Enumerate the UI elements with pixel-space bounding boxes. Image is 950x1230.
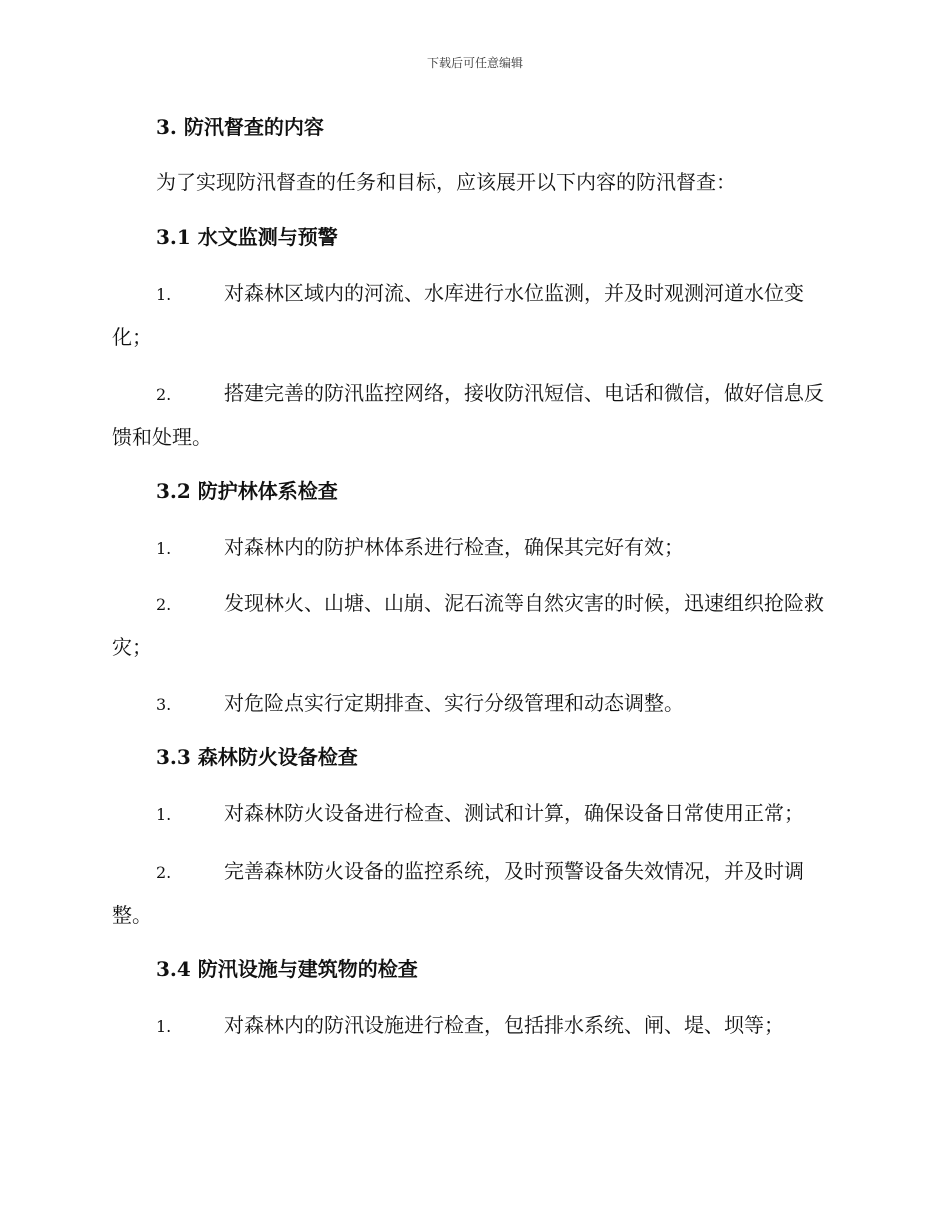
page-header: 下载后可任意编辑 [426, 56, 523, 70]
list-item-text: 对森林区域内的河流、水库进行水位监测，并及时观测河道水位变化； [112, 281, 804, 349]
list-item-number: 1. [156, 805, 172, 824]
list-item [112, 582, 834, 668]
list-item [112, 792, 834, 836]
list-item [112, 1004, 834, 1048]
list-item [112, 526, 834, 570]
list-item-number: 1. [156, 539, 172, 558]
list-item [112, 372, 834, 458]
list-item [112, 850, 834, 936]
subsection-heading: 3.4 防汛设施与建筑物的检查 [156, 957, 418, 981]
document-body [112, 108, 834, 1060]
list-item-text: 发现林火、山塘、山崩、泥石流等自然灾害的时候，迅速组织抢险救灾； [112, 591, 824, 659]
list-item-text: 对森林防火设备进行检查、测试和计算，确保设备日常使用正常； [224, 801, 804, 825]
list-item-text: 完善森林防火设备的监控系统，及时预警设备失效情况，并及时调整。 [112, 859, 804, 927]
list-item-text: 对危险点实行定期排查、实行分级管理和动态调整。 [224, 691, 684, 715]
list-item-number: 1. [156, 1017, 172, 1036]
list-item [112, 682, 834, 726]
list-item-number: 2. [156, 595, 172, 614]
list-item-text: 对森林内的防汛设施进行检查，包括排水系统、闸、堤、坝等； [224, 1013, 784, 1037]
list-item-number: 3. [156, 695, 172, 714]
list-item-text: 对森林内的防护林体系进行检查，确保其完好有效； [224, 535, 684, 559]
list-item-number: 1. [156, 285, 172, 304]
subsection-heading: 3.1 水文监测与预警 [156, 225, 338, 249]
list-item-text: 搭建完善的防汛监控网络，接收防汛短信、电话和微信，做好信息反馈和处理。 [112, 381, 824, 449]
section-heading: 3. 防汛督查的内容 [156, 115, 324, 139]
subsection-heading: 3.2 防护林体系检查 [156, 479, 338, 503]
list-item [112, 272, 834, 358]
list-item-number: 2. [156, 863, 172, 882]
section-intro: 为了实现防汛督查的任务和目标，应该展开以下内容的防汛督查： [156, 170, 736, 194]
list-item-number: 2. [156, 385, 172, 404]
subsection-heading: 3.3 森林防火设备检查 [156, 745, 358, 769]
